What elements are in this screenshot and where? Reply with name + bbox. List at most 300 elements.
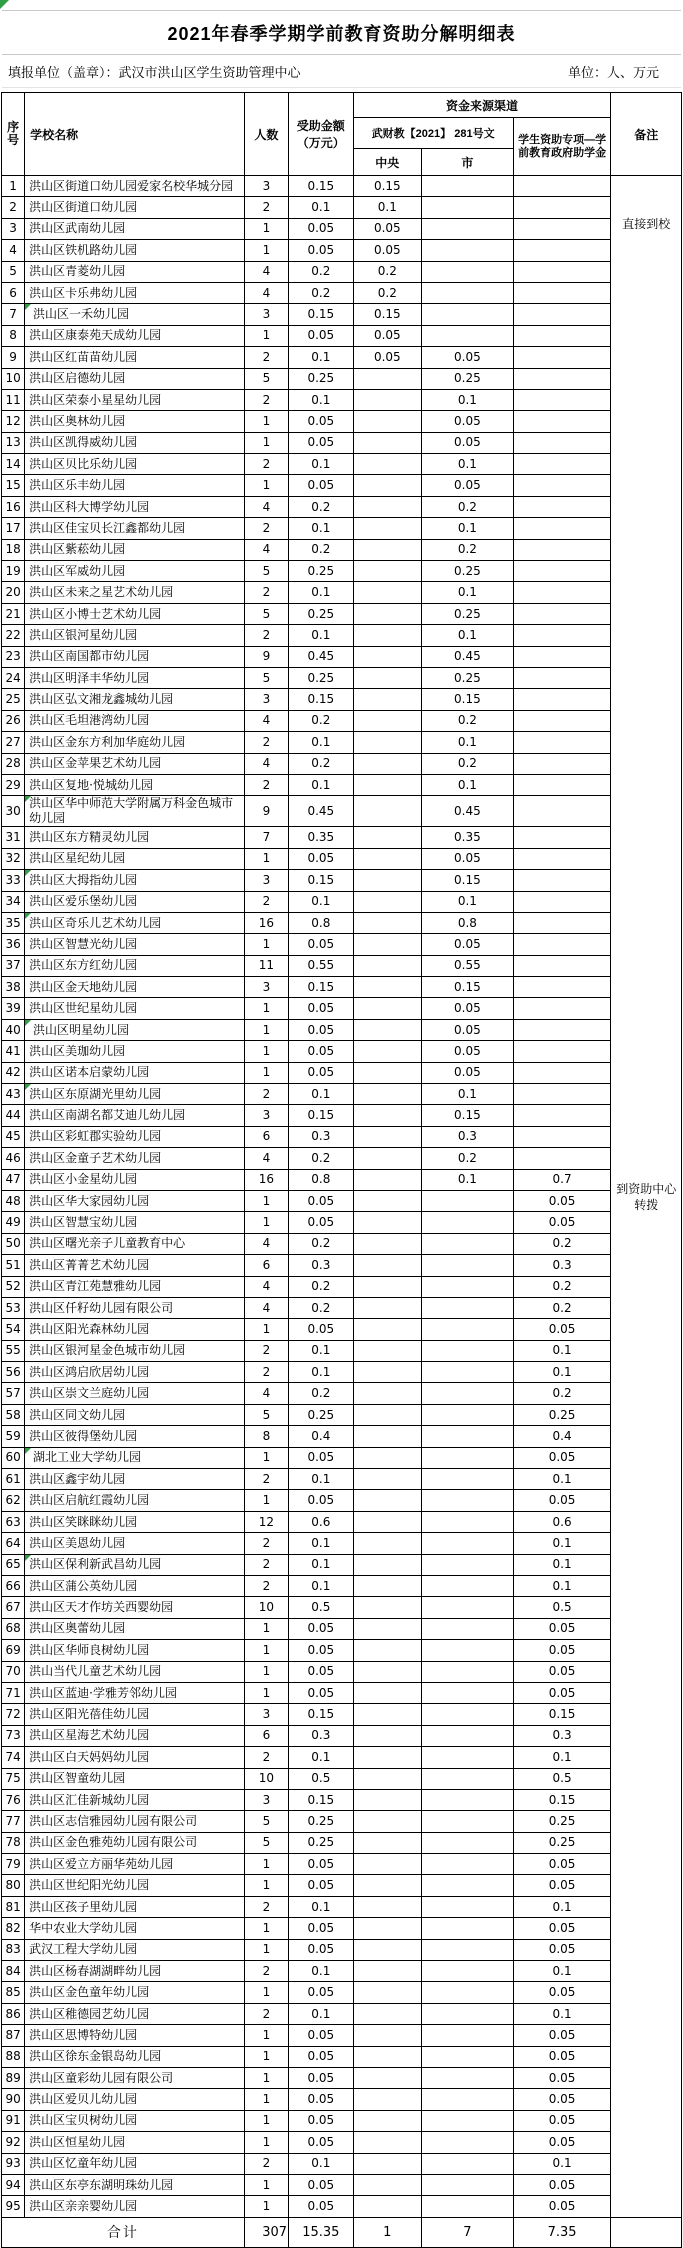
amount-value[interactable]: 0.25 [289, 1832, 353, 1853]
school-name[interactable]: 洪山区街道口幼儿园 [25, 197, 245, 218]
amount-value[interactable]: 0.8 [289, 1169, 353, 1190]
central-amount[interactable] [353, 1019, 422, 1040]
people-count[interactable]: 1 [244, 432, 288, 453]
special-amount[interactable] [513, 475, 611, 496]
special-amount[interactable]: 0.15 [513, 1789, 611, 1810]
row-index[interactable]: 59 [2, 1426, 25, 1447]
people-count[interactable]: 6 [244, 1126, 288, 1147]
special-amount[interactable] [513, 197, 611, 218]
special-amount[interactable]: 0.6 [513, 1511, 611, 1532]
central-amount[interactable] [353, 1212, 422, 1233]
special-amount[interactable]: 0.05 [513, 1212, 611, 1233]
row-index[interactable]: 14 [2, 454, 25, 475]
special-amount[interactable]: 0.05 [513, 1190, 611, 1211]
city-amount[interactable] [422, 1961, 514, 1982]
central-amount[interactable] [353, 934, 422, 955]
special-amount[interactable] [513, 1062, 611, 1083]
city-amount[interactable]: 0.1 [422, 774, 514, 795]
row-index[interactable]: 71 [2, 1682, 25, 1703]
amount-value[interactable]: 0.1 [289, 1961, 353, 1982]
special-amount[interactable] [513, 891, 611, 912]
school-name[interactable]: 洪山区东方精灵幼儿园 [25, 827, 245, 848]
city-amount[interactable]: 0.25 [422, 561, 514, 582]
row-index[interactable]: 24 [2, 667, 25, 688]
central-amount[interactable] [353, 389, 422, 410]
special-amount[interactable]: 0.1 [513, 1747, 611, 1768]
amount-value[interactable]: 0.05 [289, 1319, 353, 1340]
central-amount[interactable] [353, 1362, 422, 1383]
city-amount[interactable] [422, 2153, 514, 2174]
school-name[interactable]: 洪山区杨春湖湖畔幼儿园 [25, 1961, 245, 1982]
school-name[interactable]: 洪山区华中师范大学附属万科金色城市幼儿园 [25, 796, 245, 827]
row-index[interactable]: 93 [2, 2153, 25, 2174]
central-amount[interactable] [353, 1233, 422, 1254]
special-amount[interactable]: 0.05 [513, 1982, 611, 2003]
school-name[interactable]: 洪山区白天妈妈幼儿园 [25, 1747, 245, 1768]
amount-value[interactable]: 0.05 [289, 1682, 353, 1703]
people-count[interactable]: 4 [244, 1148, 288, 1169]
row-index[interactable]: 74 [2, 1747, 25, 1768]
central-amount[interactable] [353, 2046, 422, 2067]
central-amount[interactable] [353, 891, 422, 912]
people-count[interactable]: 4 [244, 1297, 288, 1318]
city-amount[interactable] [422, 1554, 514, 1575]
total-amount[interactable]: 15.35 [289, 2217, 353, 2247]
school-name[interactable]: 洪山区红苗苗幼儿园 [25, 347, 245, 368]
people-count[interactable]: 1 [244, 2196, 288, 2217]
row-index[interactable]: 49 [2, 1212, 25, 1233]
city-amount[interactable] [422, 1682, 514, 1703]
special-amount[interactable] [513, 411, 611, 432]
central-amount[interactable] [353, 1426, 422, 1447]
special-amount[interactable] [513, 1084, 611, 1105]
city-amount[interactable]: 0.25 [422, 368, 514, 389]
central-amount[interactable] [353, 1041, 422, 1062]
special-amount[interactable] [513, 934, 611, 955]
amount-value[interactable]: 0.05 [289, 411, 353, 432]
city-amount[interactable] [422, 1447, 514, 1468]
school-name[interactable]: 洪山区星海艺术幼儿园 [25, 1725, 245, 1746]
amount-value[interactable]: 0.1 [289, 625, 353, 646]
special-amount[interactable]: 0.05 [513, 1618, 611, 1639]
people-count[interactable]: 1 [244, 411, 288, 432]
people-count[interactable]: 1 [244, 2174, 288, 2195]
school-name[interactable]: 洪山区天才作坊关西婴幼园 [25, 1597, 245, 1618]
amount-value[interactable]: 0.55 [289, 955, 353, 976]
city-amount[interactable] [422, 1533, 514, 1554]
row-index[interactable]: 6 [2, 282, 25, 303]
city-amount[interactable] [422, 2196, 514, 2217]
people-count[interactable]: 5 [244, 667, 288, 688]
amount-value[interactable]: 0.8 [289, 912, 353, 933]
amount-value[interactable]: 0.05 [289, 848, 353, 869]
amount-value[interactable]: 0.15 [289, 1105, 353, 1126]
school-name[interactable]: 洪山区金色雅苑幼儿园有限公司 [25, 1832, 245, 1853]
people-count[interactable]: 2 [244, 1554, 288, 1575]
central-amount[interactable] [353, 977, 422, 998]
amount-value[interactable]: 0.2 [289, 261, 353, 282]
row-index[interactable]: 12 [2, 411, 25, 432]
special-amount[interactable]: 0.05 [513, 1918, 611, 1939]
amount-value[interactable]: 0.05 [289, 1939, 353, 1960]
city-amount[interactable] [422, 1255, 514, 1276]
people-count[interactable]: 1 [244, 1447, 288, 1468]
city-amount[interactable] [422, 1426, 514, 1447]
school-name[interactable]: 洪山区同文幼儿园 [25, 1404, 245, 1425]
central-amount[interactable] [353, 496, 422, 517]
special-amount[interactable] [513, 454, 611, 475]
row-index[interactable]: 64 [2, 1533, 25, 1554]
central-amount[interactable]: 0.05 [353, 347, 422, 368]
special-amount[interactable]: 0.1 [513, 1576, 611, 1597]
special-amount[interactable]: 0.15 [513, 1704, 611, 1725]
school-name[interactable]: 洪山区保利新武昌幼儿园 [25, 1554, 245, 1575]
school-name[interactable]: 洪山区爱乐堡幼儿园 [25, 891, 245, 912]
row-index[interactable]: 35 [2, 912, 25, 933]
central-amount[interactable] [353, 1661, 422, 1682]
school-name[interactable]: 洪山区启航红霞幼儿园 [25, 1490, 245, 1511]
school-name[interactable]: 洪山区荣泰小星星幼儿园 [25, 389, 245, 410]
special-amount[interactable]: 0.05 [513, 1490, 611, 1511]
people-count[interactable]: 4 [244, 282, 288, 303]
amount-value[interactable]: 0.1 [289, 1362, 353, 1383]
central-amount[interactable] [353, 1383, 422, 1404]
people-count[interactable]: 3 [244, 1789, 288, 1810]
people-count[interactable]: 2 [244, 1084, 288, 1105]
school-name[interactable]: 洪山区青江苑慧雅幼儿园 [25, 1276, 245, 1297]
city-amount[interactable]: 0.2 [422, 496, 514, 517]
people-count[interactable]: 10 [244, 1768, 288, 1789]
row-index[interactable]: 38 [2, 977, 25, 998]
amount-value[interactable]: 0.1 [289, 389, 353, 410]
row-index[interactable]: 26 [2, 710, 25, 731]
row-index[interactable]: 68 [2, 1618, 25, 1639]
city-amount[interactable] [422, 218, 514, 239]
central-amount[interactable]: 0.05 [353, 325, 422, 346]
city-amount[interactable] [422, 176, 514, 197]
people-count[interactable]: 4 [244, 1276, 288, 1297]
people-count[interactable]: 11 [244, 955, 288, 976]
special-amount[interactable]: 0.25 [513, 1832, 611, 1853]
row-index[interactable]: 76 [2, 1789, 25, 1810]
city-amount[interactable]: 0.2 [422, 539, 514, 560]
central-amount[interactable]: 0.05 [353, 218, 422, 239]
school-name[interactable]: 洪山区金东方利加华庭幼儿园 [25, 732, 245, 753]
row-index[interactable]: 40 [2, 1019, 25, 1040]
amount-value[interactable]: 0.2 [289, 1233, 353, 1254]
amount-value[interactable]: 0.05 [289, 1212, 353, 1233]
school-name[interactable]: 洪山区街道口幼儿园爱家名校华城分园 [25, 176, 245, 197]
school-name[interactable]: 洪山区笑眯眯幼儿园 [25, 1511, 245, 1532]
school-name[interactable]: 洪山区蓝迪·学雅芳邻幼儿园 [25, 1682, 245, 1703]
amount-value[interactable]: 0.05 [289, 998, 353, 1019]
people-count[interactable]: 2 [244, 891, 288, 912]
central-amount[interactable] [353, 2089, 422, 2110]
special-amount[interactable]: 0.7 [513, 1169, 611, 1190]
city-amount[interactable] [422, 2046, 514, 2067]
city-amount[interactable]: 0.05 [422, 848, 514, 869]
amount-value[interactable]: 0.05 [289, 475, 353, 496]
city-amount[interactable] [422, 2025, 514, 2046]
special-amount[interactable]: 0.1 [513, 2003, 611, 2024]
central-amount[interactable] [353, 774, 422, 795]
people-count[interactable]: 1 [244, 2089, 288, 2110]
school-name[interactable]: 洪山区智童幼儿园 [25, 1768, 245, 1789]
special-amount[interactable]: 0.5 [513, 1768, 611, 1789]
special-amount[interactable] [513, 1041, 611, 1062]
special-amount[interactable] [513, 176, 611, 197]
city-amount[interactable] [422, 1469, 514, 1490]
people-count[interactable]: 4 [244, 1383, 288, 1404]
central-amount[interactable] [353, 1618, 422, 1639]
city-amount[interactable] [422, 1918, 514, 1939]
school-name[interactable]: 洪山区华大家园幼儿园 [25, 1190, 245, 1211]
people-count[interactable]: 5 [244, 368, 288, 389]
school-name[interactable]: 洪山区智慧宝幼儿园 [25, 1212, 245, 1233]
city-amount[interactable]: 0.05 [422, 998, 514, 1019]
central-amount[interactable] [353, 1982, 422, 2003]
row-index[interactable]: 36 [2, 934, 25, 955]
people-count[interactable]: 1 [244, 1875, 288, 1896]
people-count[interactable]: 2 [244, 1747, 288, 1768]
people-count[interactable]: 16 [244, 1169, 288, 1190]
amount-value[interactable]: 0.25 [289, 603, 353, 624]
central-amount[interactable] [353, 561, 422, 582]
city-amount[interactable]: 0.8 [422, 912, 514, 933]
header-source-group[interactable]: 资金来源渠道 [353, 93, 611, 118]
people-count[interactable]: 1 [244, 1062, 288, 1083]
school-name[interactable]: 洪山区青菱幼儿园 [25, 261, 245, 282]
central-amount[interactable] [353, 1576, 422, 1597]
amount-value[interactable]: 0.1 [289, 2153, 353, 2174]
central-amount[interactable] [353, 710, 422, 731]
amount-value[interactable]: 0.45 [289, 796, 353, 827]
central-amount[interactable] [353, 582, 422, 603]
school-name[interactable]: 洪山区金天地幼儿园 [25, 977, 245, 998]
special-amount[interactable]: 0.1 [513, 1961, 611, 1982]
people-count[interactable]: 1 [244, 1190, 288, 1211]
amount-value[interactable]: 0.1 [289, 1554, 353, 1575]
central-amount[interactable] [353, 1597, 422, 1618]
special-amount[interactable]: 0.05 [513, 2110, 611, 2131]
people-count[interactable]: 2 [244, 1896, 288, 1917]
school-name[interactable]: 洪山区小博士艺术幼儿园 [25, 603, 245, 624]
central-amount[interactable] [353, 848, 422, 869]
central-amount[interactable] [353, 454, 422, 475]
remark-column[interactable] [611, 176, 682, 2218]
city-amount[interactable] [422, 1340, 514, 1361]
people-count[interactable]: 9 [244, 646, 288, 667]
city-amount[interactable] [422, 2174, 514, 2195]
school-name[interactable]: 洪山区鸿启欣居幼儿园 [25, 1362, 245, 1383]
people-count[interactable]: 2 [244, 774, 288, 795]
amount-value[interactable]: 0.05 [289, 1854, 353, 1875]
school-name[interactable]: 洪山区科大博学幼儿园 [25, 496, 245, 517]
people-count[interactable]: 2 [244, 389, 288, 410]
special-amount[interactable]: 0.05 [513, 2067, 611, 2088]
school-name[interactable]: 洪山区奥林幼儿园 [25, 411, 245, 432]
city-amount[interactable] [422, 1576, 514, 1597]
central-amount[interactable]: 0.1 [353, 197, 422, 218]
amount-value[interactable]: 0.1 [289, 1469, 353, 1490]
special-amount[interactable] [513, 368, 611, 389]
amount-value[interactable]: 0.1 [289, 582, 353, 603]
city-amount[interactable] [422, 1618, 514, 1639]
row-index[interactable]: 94 [2, 2174, 25, 2195]
special-amount[interactable] [513, 732, 611, 753]
people-count[interactable]: 9 [244, 796, 288, 827]
amount-value[interactable]: 0.4 [289, 1426, 353, 1447]
city-amount[interactable] [422, 1661, 514, 1682]
amount-value[interactable]: 0.15 [289, 977, 353, 998]
amount-value[interactable]: 0.2 [289, 539, 353, 560]
people-count[interactable]: 5 [244, 1811, 288, 1832]
special-amount[interactable]: 0.1 [513, 1469, 611, 1490]
city-amount[interactable] [422, 1383, 514, 1404]
amount-value[interactable]: 0.1 [289, 197, 353, 218]
special-amount[interactable]: 0.2 [513, 1276, 611, 1297]
city-amount[interactable] [422, 1212, 514, 1233]
row-index[interactable]: 25 [2, 689, 25, 710]
city-amount[interactable]: 0.05 [422, 1019, 514, 1040]
people-count[interactable]: 1 [244, 998, 288, 1019]
amount-value[interactable]: 0.05 [289, 1190, 353, 1211]
people-count[interactable]: 1 [244, 325, 288, 346]
amount-value[interactable]: 0.05 [289, 1640, 353, 1661]
city-amount[interactable] [422, 1704, 514, 1725]
amount-value[interactable]: 0.05 [289, 218, 353, 239]
school-name[interactable]: 洪山区爱贝儿幼儿园 [25, 2089, 245, 2110]
amount-value[interactable]: 0.15 [289, 176, 353, 197]
special-amount[interactable] [513, 261, 611, 282]
people-count[interactable]: 1 [244, 1041, 288, 1062]
special-amount[interactable] [513, 998, 611, 1019]
school-name[interactable]: 洪山区明泽丰华幼儿园 [25, 667, 245, 688]
amount-value[interactable]: 0.05 [289, 2067, 353, 2088]
amount-value[interactable]: 0.05 [289, 432, 353, 453]
central-amount[interactable] [353, 2174, 422, 2195]
row-index[interactable]: 83 [2, 1939, 25, 1960]
row-index[interactable]: 22 [2, 625, 25, 646]
people-count[interactable]: 2 [244, 582, 288, 603]
school-name[interactable]: 洪山区小金星幼儿园 [25, 1169, 245, 1190]
people-count[interactable]: 4 [244, 496, 288, 517]
central-amount[interactable] [353, 667, 422, 688]
central-amount[interactable]: 0.05 [353, 240, 422, 261]
row-index[interactable]: 17 [2, 518, 25, 539]
central-amount[interactable] [353, 1105, 422, 1126]
amount-value[interactable]: 0.05 [289, 240, 353, 261]
amount-value[interactable]: 0.05 [289, 2089, 353, 2110]
people-count[interactable]: 6 [244, 1255, 288, 1276]
people-count[interactable]: 3 [244, 977, 288, 998]
school-name[interactable]: 洪山区凯得威幼儿园 [25, 432, 245, 453]
row-index[interactable]: 85 [2, 1982, 25, 2003]
city-amount[interactable]: 0.45 [422, 646, 514, 667]
row-index[interactable]: 69 [2, 1640, 25, 1661]
people-count[interactable]: 1 [244, 1618, 288, 1639]
special-amount[interactable]: 0.05 [513, 1319, 611, 1340]
city-amount[interactable] [422, 325, 514, 346]
people-count[interactable]: 3 [244, 176, 288, 197]
school-name[interactable]: 洪山区东原湖光里幼儿园 [25, 1084, 245, 1105]
amount-value[interactable]: 0.2 [289, 282, 353, 303]
special-amount[interactable]: 0.2 [513, 1297, 611, 1318]
central-amount[interactable] [353, 796, 422, 827]
row-index[interactable]: 46 [2, 1148, 25, 1169]
central-amount[interactable] [353, 1896, 422, 1917]
school-name[interactable]: 洪山区南国都市幼儿园 [25, 646, 245, 667]
people-count[interactable]: 3 [244, 689, 288, 710]
row-index[interactable]: 81 [2, 1896, 25, 1917]
special-amount[interactable] [513, 1126, 611, 1147]
city-amount[interactable]: 0.1 [422, 625, 514, 646]
row-index[interactable]: 5 [2, 261, 25, 282]
central-amount[interactable] [353, 2132, 422, 2153]
special-amount[interactable] [513, 1148, 611, 1169]
school-name[interactable]: 洪山当代儿童艺术幼儿园 [25, 1661, 245, 1682]
row-index[interactable]: 13 [2, 432, 25, 453]
amount-value[interactable]: 0.05 [289, 2196, 353, 2217]
school-name[interactable]: 洪山区卡乐弗幼儿园 [25, 282, 245, 303]
central-amount[interactable] [353, 411, 422, 432]
row-index[interactable]: 90 [2, 2089, 25, 2110]
city-amount[interactable]: 0.05 [422, 475, 514, 496]
row-index[interactable]: 8 [2, 325, 25, 346]
city-amount[interactable]: 0.2 [422, 753, 514, 774]
central-amount[interactable] [353, 1682, 422, 1703]
school-name[interactable]: 洪山区未来之星艺术幼儿园 [25, 582, 245, 603]
school-name[interactable]: 洪山区金色童年幼儿园 [25, 1982, 245, 2003]
amount-value[interactable]: 0.05 [289, 1490, 353, 1511]
school-name[interactable]: 洪山区紫菘幼儿园 [25, 539, 245, 560]
people-count[interactable]: 1 [244, 1319, 288, 1340]
total-city[interactable]: 7 [422, 2217, 514, 2247]
amount-value[interactable]: 0.05 [289, 325, 353, 346]
city-amount[interactable] [422, 1939, 514, 1960]
row-index[interactable]: 50 [2, 1233, 25, 1254]
special-amount[interactable]: 0.3 [513, 1725, 611, 1746]
people-count[interactable]: 2 [244, 1362, 288, 1383]
amount-value[interactable]: 0.05 [289, 1062, 353, 1083]
school-name[interactable]: 洪山区徐东金银岛幼儿园 [25, 2046, 245, 2067]
city-amount[interactable] [422, 2067, 514, 2088]
school-name[interactable]: 洪山区一禾幼儿园 [25, 304, 245, 325]
central-amount[interactable] [353, 475, 422, 496]
central-amount[interactable] [353, 1319, 422, 1340]
school-name[interactable]: 洪山区银河星金色城市幼儿园 [25, 1340, 245, 1361]
people-count[interactable]: 4 [244, 261, 288, 282]
row-index[interactable]: 21 [2, 603, 25, 624]
header-seq[interactable] [2, 93, 25, 176]
row-index[interactable]: 54 [2, 1319, 25, 1340]
row-index[interactable]: 86 [2, 2003, 25, 2024]
city-amount[interactable]: 0.25 [422, 603, 514, 624]
special-amount[interactable] [513, 848, 611, 869]
amount-value[interactable]: 0.1 [289, 891, 353, 912]
row-index[interactable]: 30 [2, 796, 25, 827]
row-index[interactable]: 92 [2, 2132, 25, 2153]
row-index[interactable]: 84 [2, 1961, 25, 1982]
city-amount[interactable]: 0.55 [422, 955, 514, 976]
city-amount[interactable] [422, 1490, 514, 1511]
school-name[interactable]: 洪山区银河星幼儿园 [25, 625, 245, 646]
central-amount[interactable] [353, 432, 422, 453]
people-count[interactable]: 1 [244, 240, 288, 261]
amount-value[interactable]: 0.1 [289, 1533, 353, 1554]
amount-value[interactable]: 0.1 [289, 518, 353, 539]
city-amount[interactable]: 0.1 [422, 389, 514, 410]
